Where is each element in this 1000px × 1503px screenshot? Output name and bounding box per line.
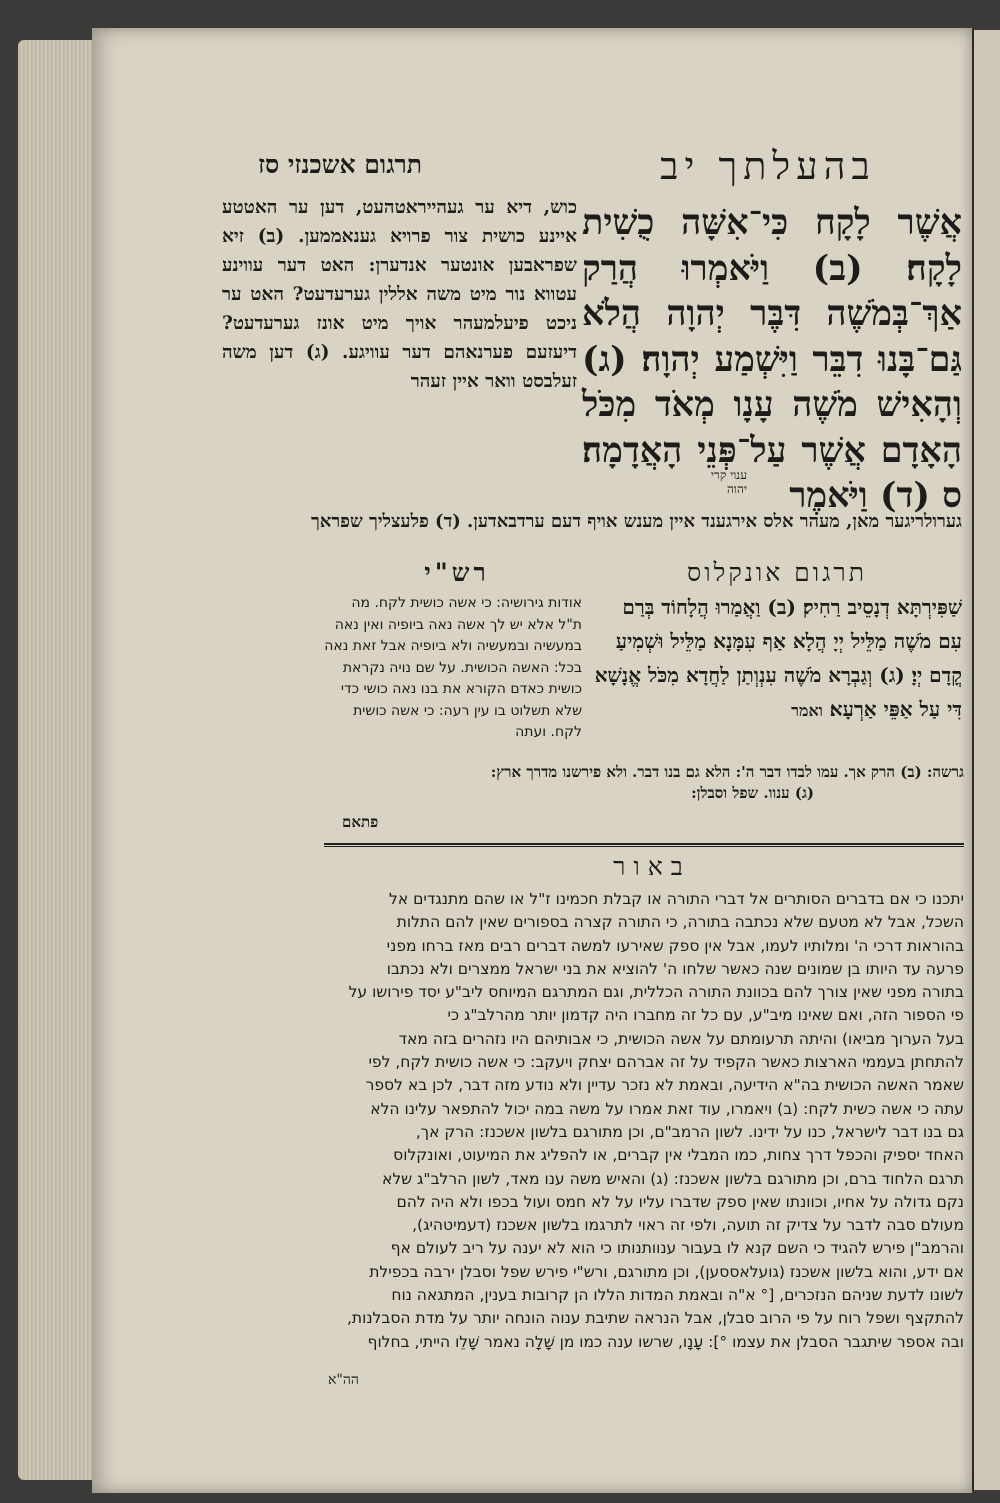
onkelos-catchword: ואמר	[791, 701, 823, 720]
catchword-petucha: פתאם	[342, 813, 379, 831]
footnote-line: גרשה: (ב) הרק אך. עמו לבדו דבר ה': הלא גם בנו דבר. ולא פירשנו מדרך ארץ:	[490, 763, 964, 781]
biur-line: אם ידע, והוא בלשון אשכנז (גועלאססען), וכן מתורגם, ורש"י פירש שפל וסבלן ירבה בכפילת	[369, 1262, 964, 1281]
ketiv-qere-note	[587, 468, 747, 496]
hebrew-main-text: אֲשֶׁר לָקָח כִּי־אִשָּׁה כֻשִׁית לָקָח׃ (ב) וַיֹּאמְרוּ הֲרַק אַךְ־בְּמֹשֶׁה דִּבֶּר יְהוָה הֲלֹא גַּם־בָּנוּ דִבֵּר וַיִּשְׁמַע יְהוָה׃ (ג) וְהָאִישׁ מֹשֶׁה עָנָו מְאֹד מִכֹּל הָאָדָם אֲשֶׁר עַל־פְּנֵי הָאֲדָמָה׃ ס (ד) וַיֹּאמֶר	[582, 202, 962, 516]
section-divider	[324, 843, 964, 847]
biur-line: להתחתן בעממי הארצות כאשר הקפיד על זה אברהם יצחק ויעקב: כי אשה כושית לקח, לפי	[368, 1053, 964, 1072]
footnote-line: (ג) ענוו. שפל וסבלן:	[691, 784, 814, 802]
biur-line: יתכנו כי אם בדברים הסותרים אל דברי התורה או קבלת חכמינו ז"ל או שהם מתנגדים אל	[389, 890, 964, 908]
biur-line: פי הספור הזה, ואם שאינו מיב"ע, עם כל זה מחברו היה קדמון יותר מהרלב"ג כי	[447, 1006, 964, 1025]
biur-line: עתה כי אשה כשית לקח: (ב) ויאמרו, עוד זאת אמרו על משה במה יכול להתפאר עלינו הלא	[370, 1099, 964, 1118]
biur-heading: באור	[613, 852, 691, 881]
biur-line: בתורה מפני שאין צורך להם בכוונת התורה הכללית, וגם המתרגם המיוחס ליב"ע יסד פירושו על	[348, 983, 964, 1002]
biur-line: שאמר האשה הכושית בה"א הידיעה, ובאמת לא נזכר עדיין ולא נודע מזה דבר, לכן בא לספר	[365, 1076, 964, 1095]
biur-line: בהוראות דרכי ה' ומלותיו לעמו, אבל אין ספק שאירעו למשה דברים רבים מאז ברחו מפני	[386, 936, 964, 955]
biur-line: גם בנו דבר לישראל, כנו על ידינו. לשון הרמב"ם, וכן מתורגם בלשון אשכנז: הרק אך,	[415, 1122, 964, 1141]
biur-line: ובה אספר שיתגבר הסבלן את עצמו °]: עָנָו, שרשו ענה כמו מן שָׁלָה נאמר שָׁלֵו הייתי, בחלוף	[367, 1332, 964, 1351]
yiddish-translation-column: כוש, דיא ער געהייראטהעט, דען ער האטטע איינע כושית צור פרויא גענאממען. (ב) זיא שפראבען אונטער אנדערן: האט דער עווינע עטווא נור מיט משה אללין גערעדעט? האט ער ניכט פיעלמעהר אויך מיט אונז גערעדעט? דיעזעם פערנאהם דער עוויגע. (ג) דען משה זעלבסט וואר איין זעהר	[222, 197, 577, 392]
biur-line: מעולם סבה לדבר על צדיק זה תועה, ולפי זה ראוי לתרגמו בלשון אשכנז (דעמיטהיג),	[412, 1216, 964, 1235]
onkelos-text	[592, 590, 962, 728]
biur-line: תרגם הלחוד ברם, וכן מתורגם בלשון אשכנז: (ג) והאיש משה ענו מאד, לשון הרלב"ג שלא	[381, 1169, 964, 1188]
biur-line: האחד יספיק והכפל דרך צחות, כמו המבלי אין קברים, או להפליג את המיעוט, ואונקלוס	[393, 1146, 964, 1165]
biur-line: נקם גדולה על אחיו, וכוונתו שאין ספק שדברו עליו על לא חמס ועול בכפו ולא היה להם	[396, 1192, 964, 1211]
book-page	[92, 28, 972, 1493]
footnotes	[324, 762, 964, 804]
divine-name-note: יהוה	[726, 482, 747, 496]
yiddish-translation-continuation: גערולריגער מאן, מעהר אלס אירגענד איין מענש אויף דעם ערדבאדען. (ד) פלעצליך שפראך	[310, 511, 962, 532]
facing-page-edge	[972, 30, 1000, 1490]
onkelos-body: שַׁפִּירְתָּא דְנָסֵיב רַחִיק׃ (ב) וַאֲמַרוּ הֲלָחוֹד בְּרַם עִם מֹשֶׁה מַלֵּיל יְיָ הֲלָא אַף עִמָּנָא מַלֵּיל וּשְׁמִיעַ קֳדָם יְיָ׃ (ג) וְגַבְרָא מֹשֶׁה עִנְוְתַן לַחֲדָא מִכֹּל אֱנָשָׁא דִּי עַל אַפֵּי אַרְעָא׃	[594, 595, 962, 721]
rashi-commentary: אודות גירושיה: כי אשה כושית לקח. מה ת"ל אלא יש לך אשה נאה ביופיה ואין נאה במעשיה ובמעשיה ולא ביופיה אבל זאת נאה בכל: האשה הכושית. על שם נויה נקראת כושית כאדם הקורא את בנו נאה כושי כדי שלא תשלוט בו עין רעה: כי אשה כושית לקח. ועתה	[324, 595, 582, 740]
biur-line: השכל, אבל לא מטעם שלא נכתבה בתורה, כי התורה קצרה בספורים שאין להם התלות	[396, 913, 964, 932]
rashi-heading: רש"י	[424, 558, 490, 587]
ketiv-qere-label: ענוי קרי	[710, 468, 747, 482]
biur-line: פרעה עד היותו בן שמונים שנה כאשר שלחו ה' להוציא את בני ישראל ממצרים ולא נכתבו	[386, 959, 964, 978]
running-header-right: בהעלתך יב	[660, 144, 876, 188]
biur-catchword: הה"א	[328, 1372, 359, 1388]
biur-commentary	[324, 888, 964, 1354]
running-header-left: תרגום אשכנזי סז	[257, 150, 422, 179]
biur-line: לשונו לדעת שניהם הנזכרים, [° א"ה ובאמת המדות הללו הן קרובות בענין, המתגאה נוח	[391, 1286, 964, 1305]
biur-line: להתקצף ושפל רוח על פי הרוב סבלן, אבל הנראה שתיבת ענוה הונחה יותר על מדת הסבלנות,	[347, 1309, 964, 1328]
onkelos-heading: תרגום אונקלוס	[687, 558, 867, 587]
biur-line: בעל הערוך מביאו) והיתה תרעומתם על אשה הכושית, כי אבותיהם היו נזהרים בזה מאד	[398, 1029, 964, 1048]
biur-line: והרמב"ן פירש להגיד כי השם קנא לו בעבור ענוותנותו כי הוא לא יענה על ריב לעולם אף	[390, 1239, 964, 1258]
